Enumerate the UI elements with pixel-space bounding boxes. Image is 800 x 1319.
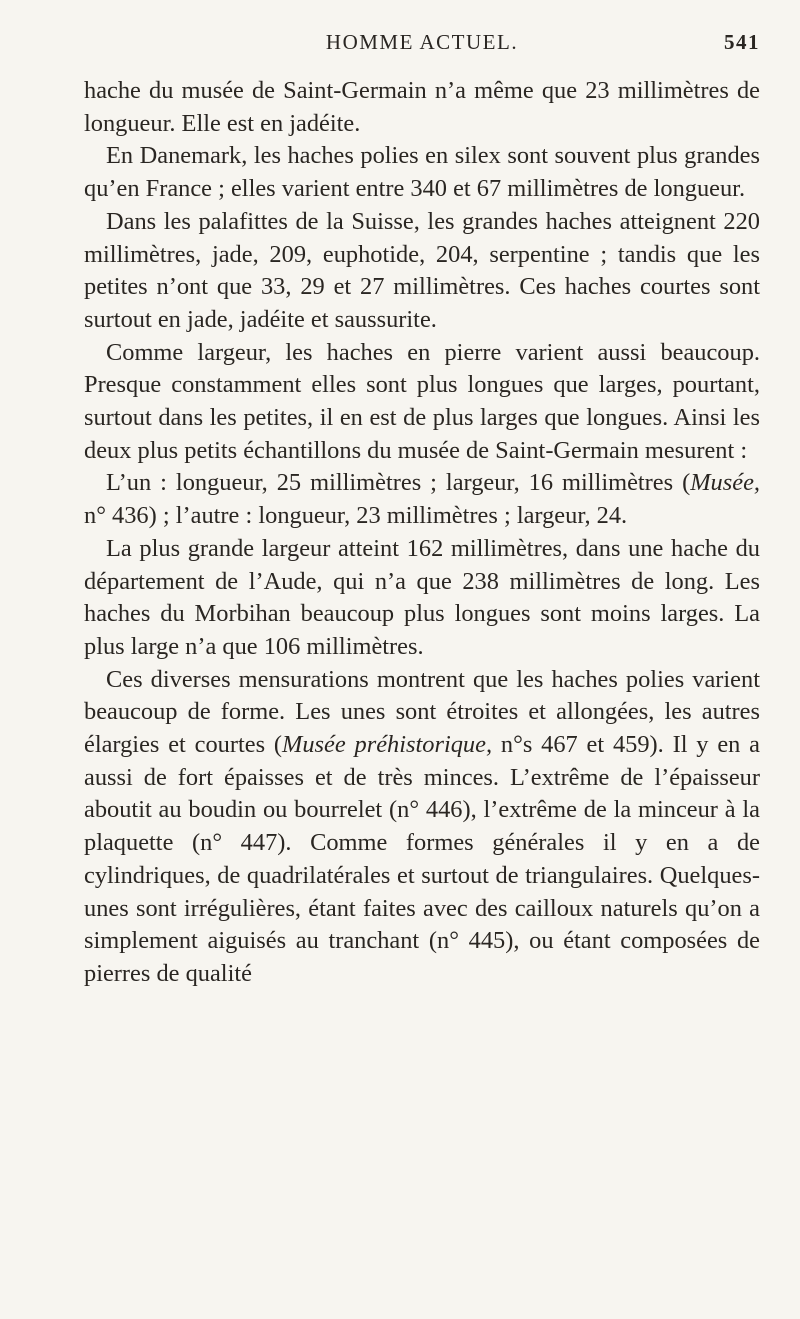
paragraph-echantillons [84, 467, 760, 532]
paragraph-mensurations [84, 664, 760, 991]
text-run: n° 436) ; l’autre : longueur, 23 millimètres ; largeur, 24. [84, 502, 628, 530]
paragraph-palafittes: Dans les palafittes de la Suisse, les grandes haches atteignent 220 millimètres, jade, 209, euphotide, 204, serpentine ; tandis que les petites n’ont que 33, 29 et 27 millimètres. Ces haches courtes sont surtout en jade, jadéite et saussurite. [84, 207, 760, 333]
running-title: HOMME ACTUEL. [325, 30, 519, 54]
paragraph-danemark: En Danemark, les haches polies en silex sont souvent plus grandes qu’en France ; elles varient entre 340 et 67 millimètres de longueur. [84, 142, 760, 203]
italic-citation: Musée, [690, 469, 760, 497]
paragraph-largeur: Comme largeur, les haches en pierre varient aussi beaucoup. Presque constamment elles sont plus longues que larges, pourtant, surtout dans les petites, il en est de plus larges que longues. Ainsi les deux plus petits échantillons du musée de Saint-Germain mesurent : [84, 338, 760, 464]
text-run: L’un : longueur, 25 millimètres ; largeur, 16 millimètres ( [106, 469, 691, 497]
book-page [84, 30, 760, 991]
page-number: 541 [724, 30, 760, 54]
body-text [84, 75, 760, 991]
text-run: Ces diverses mensurations montrent que les haches polies varient beaucoup de forme. Les unes sont étroites et allongées, les autres élargies et courtes ( [84, 665, 760, 759]
italic-citation: Musée préhistorique, [282, 731, 493, 759]
text-run: n°s 467 et 459). Il y en a aussi de fort épaisses et de très minces. L’extrême de l’épaisseur aboutit au boudin ou bourrelet (n° 446), l’extrême de la minceur à la plaquette (n° 447). Comme formes générales il y en a de cylindriques, de quadrilatérales et surtout de triangulaires. Quelques-unes sont irrégulières, étant faites avec des cailloux naturels qu’on a simplement aiguisés au tranchant (n° 445), ou étant composées de pierres de qualité [84, 731, 760, 987]
paragraph-continuation: hache du musée de Saint-Germain n’a même que 23 millimètres de longueur. Elle est en jadéite. [84, 77, 760, 137]
paragraph-plus-grande-largeur: La plus grande largeur atteint 162 millimètres, dans une hache du département de l’Aude, qui n’a que 238 millimètres de long. Les haches du Morbihan beaucoup plus longues sont moins larges. La plus large n’a que 106 millimètres. [84, 534, 760, 660]
running-head [84, 30, 760, 66]
